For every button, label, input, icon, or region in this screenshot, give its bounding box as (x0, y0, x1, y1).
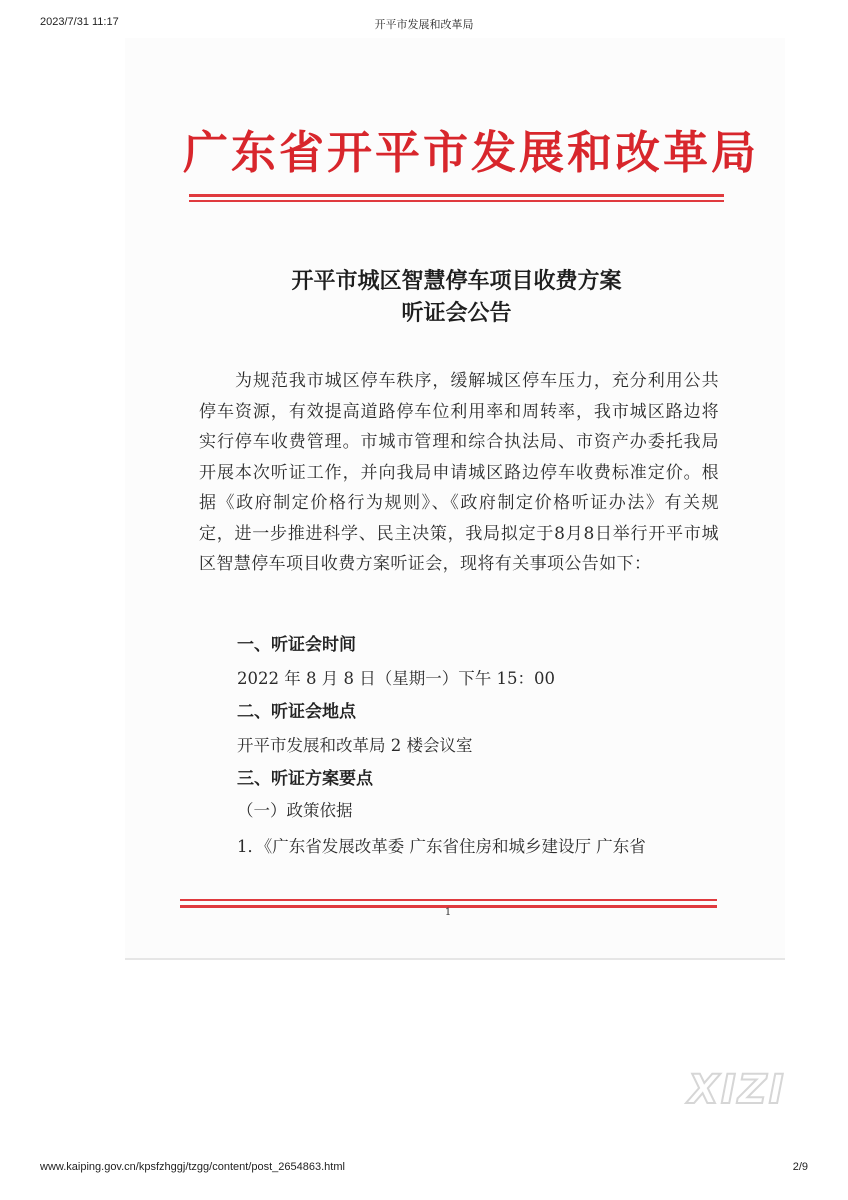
letterhead-rule-thin (189, 200, 724, 202)
document-title-line1: 开平市城区智慧停车项目收费方案 (291, 268, 622, 294)
section2-heading: 二、听证会地点 (237, 702, 356, 722)
subsection1-heading: （一）政策依据 (237, 801, 353, 820)
watermark-logo: XIZI (688, 1067, 786, 1113)
footer-rule-thin (180, 899, 717, 901)
letterhead-title: 广东省开平市发展和改革局 (183, 126, 760, 179)
print-timestamp: 2023/7/31 11:17 (40, 16, 119, 28)
document-page-number: 1 (444, 907, 452, 918)
print-header (40, 16, 808, 32)
section2-content: 开平市发展和改革局 2 楼会议室 (237, 736, 473, 755)
print-page-title: 开平市发展和改革局 (374, 19, 474, 31)
intro-paragraph: 为规范我市城区停车秩序，缓解城区停车压力，充分利用公共停车资源，有效提高道路停车位利用率和周转率，我市城区路边将实行停车收费管理。市城市管理和综合执法局、市资产办委托我局开展本次听证工作，并向我局申请城区路边停车收费标准定价。根据《政府制定价格行为规则》、《政府制定价格听证办法》有关规定，进一步推进科学、民主决策，我局拟定于8月8日举行开平市城区智慧停车项目收费方案听证会，现将有关事项公告如下： (199, 371, 719, 574)
letterhead-rule-thick (189, 194, 724, 197)
section1-content: 2022 年 8 月 8 日（星期一）下午 15：00 (237, 669, 555, 688)
list-item-1: 1．《广东省发展改革委 广东省住房和城乡建设厅 广东省 (237, 837, 646, 856)
print-url: www.kaiping.gov.cn/kpsfzhggj/tzgg/content/post_2654863.html (40, 1161, 345, 1173)
print-footer (40, 1161, 808, 1177)
document-title-line2: 听证会公告 (401, 300, 512, 326)
section3-heading: 三、听证方案要点 (237, 769, 373, 789)
section1-heading: 一、听证会时间 (237, 635, 356, 655)
print-page-indicator: 2/9 (792, 1161, 808, 1173)
scan-edge (125, 958, 785, 960)
